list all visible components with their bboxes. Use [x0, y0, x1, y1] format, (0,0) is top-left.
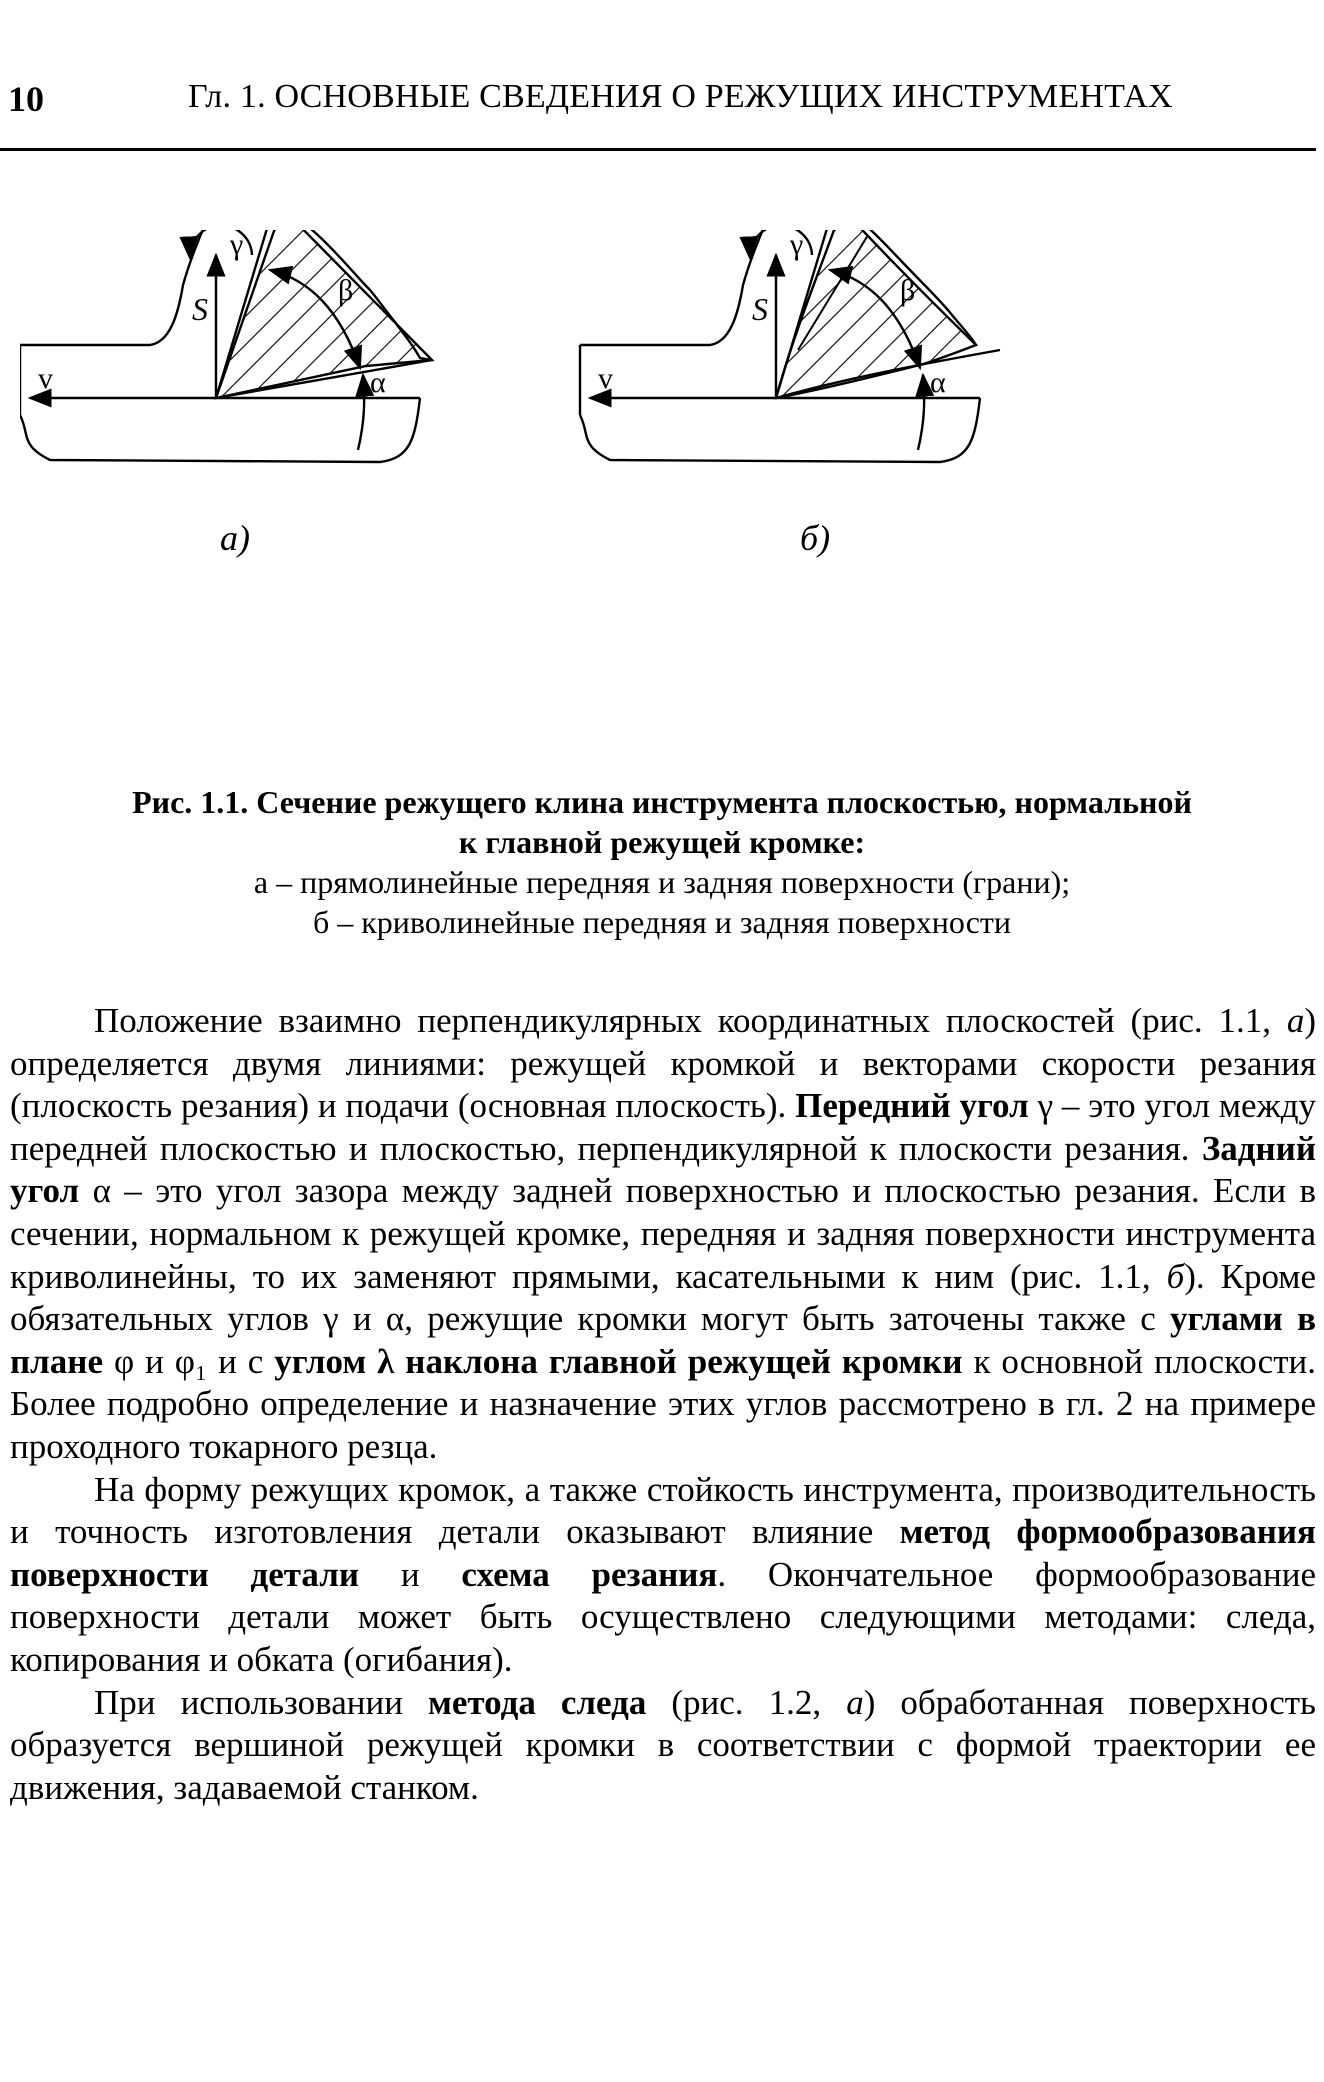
- text-run: φ и φ₁ и с: [103, 1341, 275, 1381]
- text-run: При использовании: [94, 1682, 429, 1722]
- page-header: [8, 78, 1316, 122]
- label-panel-b: б): [800, 518, 831, 558]
- label-alpha-b: α: [930, 366, 946, 399]
- italic-ref: б: [1166, 1256, 1185, 1296]
- text-run: и: [359, 1554, 462, 1594]
- label-beta-b: β: [900, 274, 916, 307]
- bold-term: углом λ наклона главной режущей кромки: [274, 1341, 963, 1381]
- bold-term: углами в плане: [10, 1299, 1316, 1381]
- italic-ref: а: [846, 1682, 864, 1722]
- text-run: γ – это угол между передней плоскостью и плоскостью, перпендикулярной к плоскости резания.: [10, 1086, 1316, 1168]
- bold-term: метода следа: [428, 1682, 647, 1722]
- figure-caption: [0, 782, 1324, 942]
- bold-term: Задний угол: [10, 1128, 1316, 1211]
- label-gamma-b: γ: [790, 230, 804, 261]
- caption-item-b: б – криволинейные передняя и задняя поверхности: [312, 904, 1012, 940]
- bold-term: метод формообразования поверхности детали: [10, 1512, 1316, 1594]
- caption-title-line1: Рис. 1.1. Сечение режущего клина инструмента плоскостью, нормальной: [132, 784, 1192, 820]
- tool-wedge-a: [216, 230, 432, 398]
- running-title: Гл. 1. ОСНОВНЫЕ СВЕДЕНИЯ О РЕЖУЩИХ ИНСТРУМЕНТАХ: [188, 78, 1173, 115]
- page-number: 10: [8, 79, 44, 119]
- caption-title-line2: к главной режущей кромке:: [458, 824, 866, 860]
- paragraph-1: [10, 1000, 1316, 1469]
- label-s-b: S: [752, 291, 768, 327]
- italic-ref: а: [1286, 1001, 1305, 1040]
- text-run: ). Кроме обязательных углов γ и α, режущие кромки могут быть заточены также с: [10, 1256, 1316, 1339]
- label-beta-a: β: [338, 274, 354, 307]
- body-text: [10, 1000, 1316, 1809]
- label-v-a: v: [38, 362, 53, 395]
- text-run: к основной плоскости. Более подробно определение и назначение этих углов рассмотрено в гл. 2 на примере проходного токарного резца.: [10, 1341, 1316, 1466]
- text-run: Положение взаимно перпендикулярных координатных плоскостей (рис. 1.1,: [94, 1001, 1287, 1040]
- figure-1-1: [20, 230, 1320, 750]
- panel-b: [580, 230, 1000, 462]
- figure-drawing: [20, 230, 1320, 750]
- label-alpha-a: α: [370, 366, 386, 399]
- label-v-b: v: [598, 362, 613, 395]
- caption-item-a: а – прямолинейные передняя и задняя поверхности (грани);: [253, 864, 1071, 900]
- header-rule: [0, 148, 1316, 151]
- paragraph-2: [10, 1469, 1316, 1682]
- paragraph-3: [10, 1682, 1316, 1810]
- bold-term: схема резания: [461, 1554, 718, 1594]
- text-run: На форму режущих кромок, а также стойкость инструмента, производительность и точность изготовления детали оказывают влияние: [10, 1469, 1316, 1552]
- label-gamma-a: γ: [230, 230, 244, 261]
- bold-term: Передний угол: [795, 1086, 1029, 1126]
- text-run: ) обработанная поверхность образуется вершиной режущей кромки в соответствии с формой траектории ее движения, задаваемой станком.: [10, 1682, 1316, 1807]
- text-run: (рис. 1.2,: [646, 1682, 847, 1722]
- label-s-a: S: [192, 291, 208, 327]
- text-run: α – это угол зазора между задней поверхностью и плоскостью резания. Если в сечении, нормальном к режущей кромке, передняя и задняя поверхности инструмента криволинейны, то их заменяют прямыми, касательными к ним (рис. 1.1,: [10, 1171, 1316, 1296]
- text-run: . Окончательное формообразование поверхности детали может быть осуществлено следующими методами: следа, копирования и обката (огибания).: [10, 1554, 1316, 1679]
- panel-a: [20, 230, 432, 462]
- label-panel-a: а): [220, 518, 250, 558]
- text-run: ) определяется двумя линиями: режущей кромкой и векторами скорости резания (плоскость резания) и подачи (основная плоскость).: [10, 1001, 1316, 1126]
